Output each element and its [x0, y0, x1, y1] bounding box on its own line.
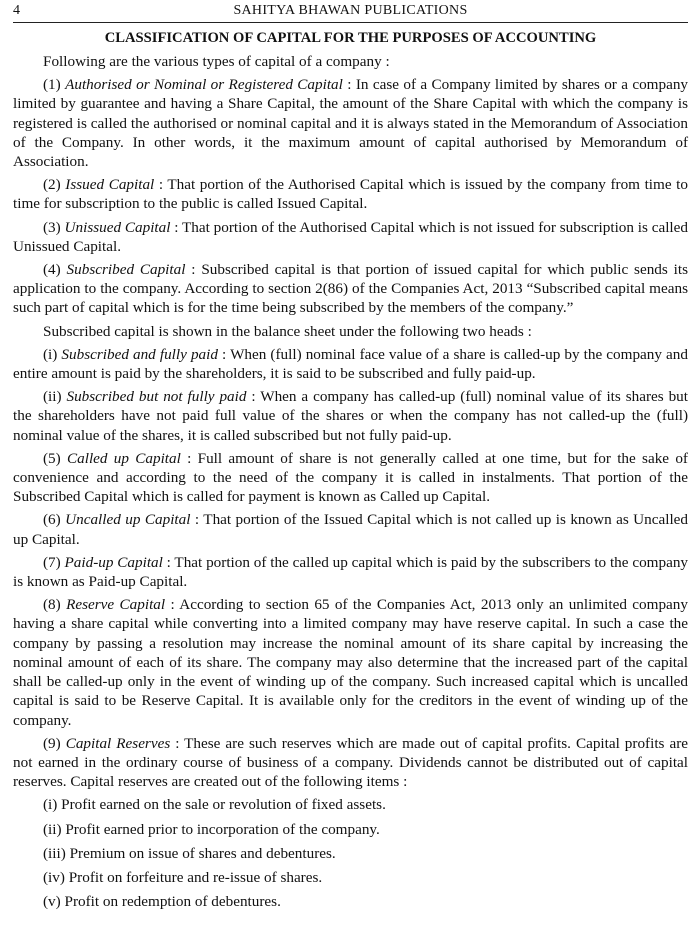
list-item: (iv) Profit on forfeiture and re-issue of shares.	[43, 868, 323, 886]
item-number: (7)	[43, 553, 65, 571]
definition-text: : That portion of the called up capital which is paid by the subscribers to the company is known as Paid-up Capital.	[13, 553, 689, 591]
term-subscribed-capital: Subscribed Capital	[66, 261, 186, 279]
paragraph-subscribed-capital	[13, 260, 688, 318]
page-number: 4	[13, 3, 20, 18]
definition-text: : In case of a Company limited by shares or a company limited by guarantee and having a Share Capital, the amount of the Share Capital with which the company is registered is called the authorised or nominal capital and it is always stated in the Memorandum of Association of the Company. In other words, it the maximum amount of capital authorised by Memorandum of Association.	[13, 76, 689, 171]
intro-paragraph: Following are the various types of capital of a company :	[43, 53, 390, 70]
definition-text: : Full amount of share is not generally called at one time, but for the sake of convenience and according to the need of the company it is called in instalments. That portion of the Subscribed Capital which is called for payment is known as Called up Capital.	[13, 449, 688, 506]
term-reserve-capital: Reserve Capital	[66, 596, 166, 614]
definition-text: : When a company has called-up (full) nominal value of its shares but the shareholders have not paid full value of the shares or when the company has not called-up the (full) nominal value of the shares, it is called subscribed but not fully paid-up.	[13, 388, 688, 444]
capital-reserve-items	[13, 795, 688, 911]
item-number: (4)	[43, 261, 67, 279]
section-heading: CLASSIFICATION OF CAPITAL FOR THE PURPOSES OF ACCOUNTING	[104, 30, 597, 46]
list-item: (ii) Profit earned prior to incorporation of the company.	[43, 820, 380, 838]
item-number: (9)	[43, 734, 66, 752]
term-subscribed-fully-paid: Subscribed and fully paid	[61, 345, 218, 363]
definition-text: : According to section 65 of the Companies Act, 2013 only an unlimited company having a share capital while converting into a limited company may have reserve capital. In such a case the company by passing a resolution may increase the nominal amount of its share capital by increasing the nominal amount of each of its share. The company may also determine that the increased part of the capital shall be called-up only in the event of winding up of the company. Such increased capital which is uncalled capital is said to be Reserve Capital. It is available only for the creditors in the event of winding up of the company.	[13, 596, 688, 729]
item-number: (5)	[43, 449, 67, 467]
definition-text: : That portion of the Authorised Capital which is issued by the company from time to time for subscription to the public is called Issued Capital.	[13, 176, 688, 213]
definition-text: : Subscribed capital is that portion of issued capital for which public sends its application to the company. According to section 2(86) of the Companies Act, 2013 “Subscribed capital means such part of capital which is for the time being subscribed by the members of the company.”	[13, 261, 688, 317]
definition-text: : That portion of the Authorised Capital which is not issued for subscription is called Unissued Capital.	[13, 218, 688, 255]
paragraph-called-up-capital	[13, 449, 688, 507]
term-called-up-capital: Called up Capital	[67, 449, 181, 467]
term-authorised-capital: Authorised or Nominal or Registered Capital	[65, 76, 343, 94]
item-number: (ii)	[43, 388, 67, 406]
term-paid-up-capital: Paid-up Capital	[64, 553, 163, 571]
paragraph-issued-capital	[13, 175, 688, 213]
paragraph-unissued-capital	[13, 218, 688, 256]
publisher-title: SAHITYA BHAWAN PUBLICATIONS	[233, 3, 468, 18]
paragraph-reserve-capital	[13, 595, 688, 729]
running-header	[13, 0, 688, 23]
paragraph-authorised-capital	[13, 75, 688, 171]
term-capital-reserves: Capital Reserves	[65, 734, 171, 752]
term-issued-capital: Issued Capital	[65, 176, 155, 194]
paragraph-capital-reserves	[13, 734, 688, 792]
list-item: (iii) Premium on issue of shares and debentures.	[43, 844, 336, 862]
definition-text: : When (full) nominal face value of a share is called-up by the company and entire amount is paid by the shareholders, it is said to be subscribed and fully paid-up.	[13, 345, 688, 383]
list-item: (i) Profit earned on the sale or revolution of fixed assets.	[43, 796, 386, 814]
definition-text: : These are such reserves which are made out of capital profits. Capital profits are not earned in the ordinary course of business of a company. Dividends cannot be distributed out of capital reserves. Capital reserves are created out of the following items :	[13, 734, 688, 791]
item-number: (2)	[43, 176, 66, 194]
term-uncalled-up-capital: Uncalled up Capital	[65, 511, 191, 529]
list-item: (v) Profit on redemption of debentures.	[43, 893, 281, 911]
paragraph-paid-up-capital	[13, 553, 688, 591]
paragraph-not-fully-paid	[13, 387, 688, 445]
paragraph-subscribed-heads: Subscribed capital is shown in the balance sheet under the following two heads :	[43, 322, 532, 340]
paragraph-uncalled-capital	[13, 510, 688, 548]
term-unissued-capital: Unissued Capital	[64, 218, 171, 236]
paragraph-fully-paid	[13, 345, 688, 383]
item-number: (8)	[43, 596, 67, 614]
item-number: (1)	[43, 76, 66, 94]
term-subscribed-not-fully-paid: Subscribed but not fully paid	[66, 388, 247, 406]
definition-text: : That portion of the Issued Capital which is not called up is known as Uncalled up Capital.	[13, 511, 689, 548]
item-number: (3)	[43, 218, 65, 236]
item-number: (6)	[43, 511, 66, 529]
item-number: (i)	[43, 345, 62, 363]
